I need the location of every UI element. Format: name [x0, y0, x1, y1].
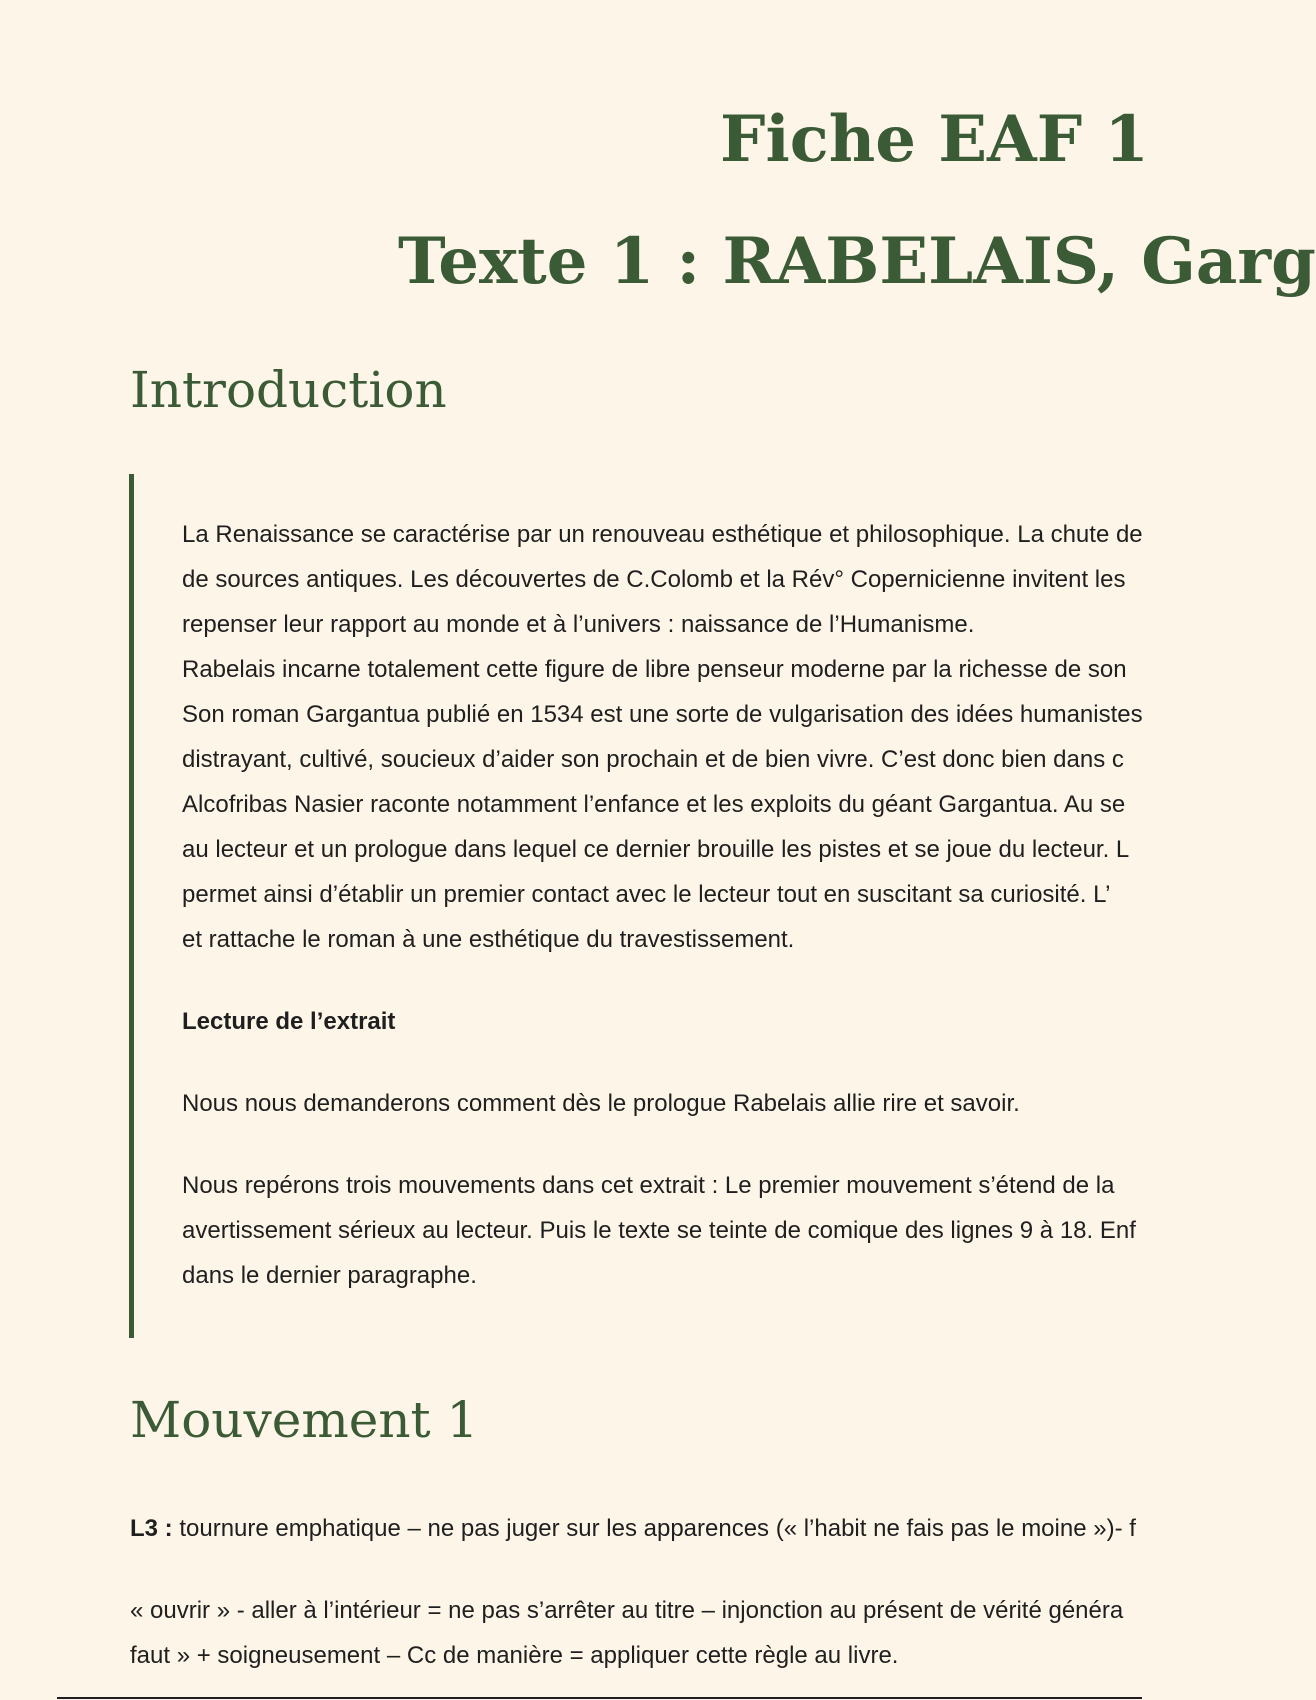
intro-line: permet ainsi d’établir un premier contact avec le lecteur tout en suscitant sa curiosité. L’: [182, 881, 1111, 908]
introduction-block: [182, 512, 1282, 1298]
intro-line: Alcofribas Nasier raconte notamment l’enfance et les exploits du géant Gargantua. Au se: [182, 791, 1126, 818]
intro-line: de sources antiques. Les découvertes de C.Colomb et la Rév° Copernicienne invitent les: [182, 566, 1126, 593]
mouvements-line: Nous repérons trois mouvements dans cet extrait : Le premier mouvement s’étend de la: [182, 1172, 1115, 1199]
introduction-heading: Introduction: [130, 361, 447, 419]
l3-label: L3 :: [130, 1515, 173, 1542]
intro-line: Rabelais incarne totalement cette figure de libre penseur moderne par la richesse de son: [182, 656, 1127, 683]
mouvements-line: avertissement sérieux au lecteur. Puis le texte se teinte de comique des lignes 9 à 18. Enf: [182, 1217, 1136, 1244]
bottom-rule: [57, 1697, 1142, 1699]
l3-line: [130, 1506, 1230, 1551]
document-subtitle: Texte 1 : RABELAIS, Garg: [398, 224, 1316, 299]
lecture-label-line: [182, 999, 1282, 1044]
intro-line: distrayant, cultivé, soucieux d’aider son prochain et de bien vivre. C’est donc bien dans c: [182, 746, 1124, 773]
mouvement-1-heading: Mouvement 1: [130, 1391, 479, 1449]
ouvrir-line: « ouvrir » - aller à l’intérieur = ne pas s’arrêter au titre – injonction au présent de vérité généra: [130, 1597, 1124, 1624]
document-title: Fiche EAF 1: [720, 102, 1149, 177]
lecture-label: Lecture de l’extrait: [182, 1008, 396, 1035]
mouvements-line: dans le dernier paragraphe.: [182, 1262, 477, 1289]
ouvrir-line: faut » + soigneusement – Cc de manière = appliquer cette règle au livre.: [130, 1642, 899, 1669]
l3-text: tournure emphatique – ne pas juger sur les apparences (« l’habit ne fais pas le moine »)- f: [172, 1515, 1136, 1542]
mouvement-1-body: [130, 1506, 1230, 1678]
problematique: Nous nous demanderons comment dès le prologue Rabelais allie rire et savoir.: [182, 1090, 1020, 1117]
intro-line: au lecteur et un prologue dans lequel ce dernier brouille les pistes et se joue du lecteur. L: [182, 836, 1130, 863]
intro-line: Son roman Gargantua publié en 1534 est une sorte de vulgarisation des idées humanistes: [182, 701, 1143, 728]
intro-line: La Renaissance se caractérise par un renouveau esthétique et philosophique. La chute de: [182, 521, 1143, 548]
intro-line: repenser leur rapport au monde et à l’univers : naissance de l’Humanisme.: [182, 611, 975, 638]
quote-bar: [129, 474, 134, 1338]
intro-line: et rattache le roman à une esthétique du travestissement.: [182, 926, 795, 953]
